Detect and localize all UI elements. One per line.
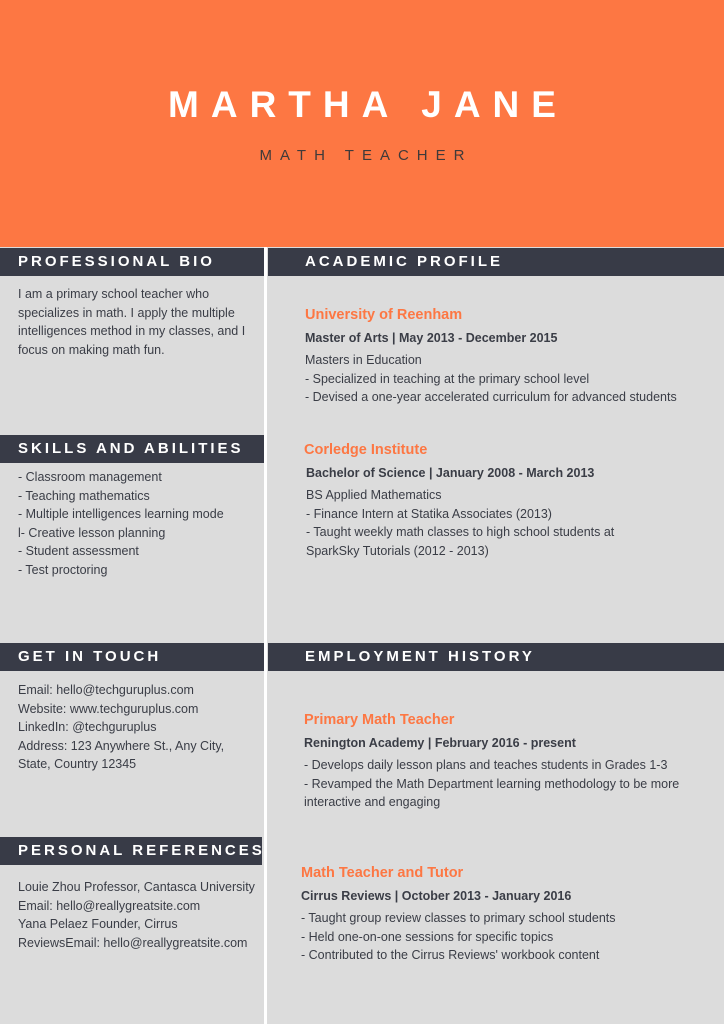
entry-subtitle: Renington Academy | February 2016 - present (304, 736, 576, 750)
section-bar-skills: SKILLS AND ABILITIES (0, 435, 264, 463)
section-bar-academic-profile: ACADEMIC PROFILE (268, 248, 724, 276)
entry-detail: - Taught weekly math classes to high school students at SparkSky Tutorials (2012 - 2013) (306, 525, 615, 558)
entry-detail: - Finance Intern at Statika Associates (2013) (306, 506, 552, 521)
section-bar-employment-history: EMPLOYMENT HISTORY (268, 643, 724, 671)
entry-title: Primary Math Teacher (304, 712, 455, 728)
section-bar-personal-references: PERSONAL REFERENCES (0, 837, 262, 865)
entry-title: Math Teacher and Tutor (301, 865, 464, 881)
entry-detail: - Taught group review classes to primary school students (301, 911, 616, 925)
candidate-role: MATH TEACHER (259, 147, 473, 164)
entry-title: University of Reenham (305, 307, 463, 323)
employment-entry (304, 710, 684, 812)
contact-list (18, 681, 258, 774)
entry-detail: Masters in Education (305, 353, 422, 367)
entry-detail: - Specialized in teaching at the primary school level (305, 371, 590, 386)
header-banner (0, 0, 724, 247)
candidate-name: MARTHA JANE (168, 84, 568, 125)
academic-entry (304, 440, 669, 560)
contact-linkedin: LinkedIn: @techguruplus (18, 720, 157, 735)
contact-address: Address: 123 Anywhere St., Any City, State, Country 12345 (18, 738, 225, 772)
entry-detail: - Revamped the Math Department learning methodology to be more interactive and engaging (304, 776, 680, 810)
skill-item: - Multiple intelligences learning mode (18, 507, 224, 522)
skill-item: - Teaching mathematics (18, 488, 150, 503)
reference-item: Email: hello@reallygreatsite.com (18, 898, 201, 913)
skill-item: - Test proctoring (18, 562, 108, 577)
contact-email: Email: hello@techguruplus.com (18, 683, 194, 697)
employment-entry (301, 863, 701, 965)
bio-text: I am a primary school teacher who specializes in math. I apply the multiple intelligences method in my classes, and I focus on making math fun. (18, 287, 246, 357)
skill-item: - Classroom management (18, 470, 162, 484)
entry-subtitle: Master of Arts | May 2013 - December 2015 (305, 331, 558, 345)
entry-detail: BS Applied Mathematics (306, 488, 442, 502)
reference-item: Yana Pelaez Founder, Cirrus ReviewsEmail: hello@reallygreatsite.com (18, 917, 248, 950)
entry-detail: - Devised a one-year accelerated curriculum for advanced students (305, 390, 677, 405)
section-bar-professional-bio: PROFESSIONAL BIO (0, 248, 264, 276)
column-divider (264, 247, 267, 1024)
references-list (18, 878, 258, 952)
entry-subtitle: Bachelor of Science | January 2008 - March 2013 (306, 466, 595, 480)
skill-item: l- Creative lesson planning (18, 525, 166, 540)
skill-item: - Student assessment (18, 544, 139, 559)
entry-title: Corledge Institute (304, 442, 428, 458)
academic-entry (305, 305, 705, 407)
section-bar-get-in-touch: GET IN TOUCH (0, 643, 264, 671)
reference-item: Louie Zhou Professor, Cantasca University (18, 880, 255, 894)
entry-subtitle: Cirrus Reviews | October 2013 - January 2016 (301, 889, 572, 903)
entry-detail: - Held one-on-one sessions for specific topics (301, 929, 554, 944)
entry-detail: - Develops daily lesson plans and teaches students in Grades 1-3 (304, 758, 668, 772)
contact-website: Website: www.techguruplus.com (18, 701, 199, 716)
skills-list (18, 468, 258, 580)
entry-detail: - Contributed to the Cirrus Reviews' workbook content (301, 948, 600, 963)
